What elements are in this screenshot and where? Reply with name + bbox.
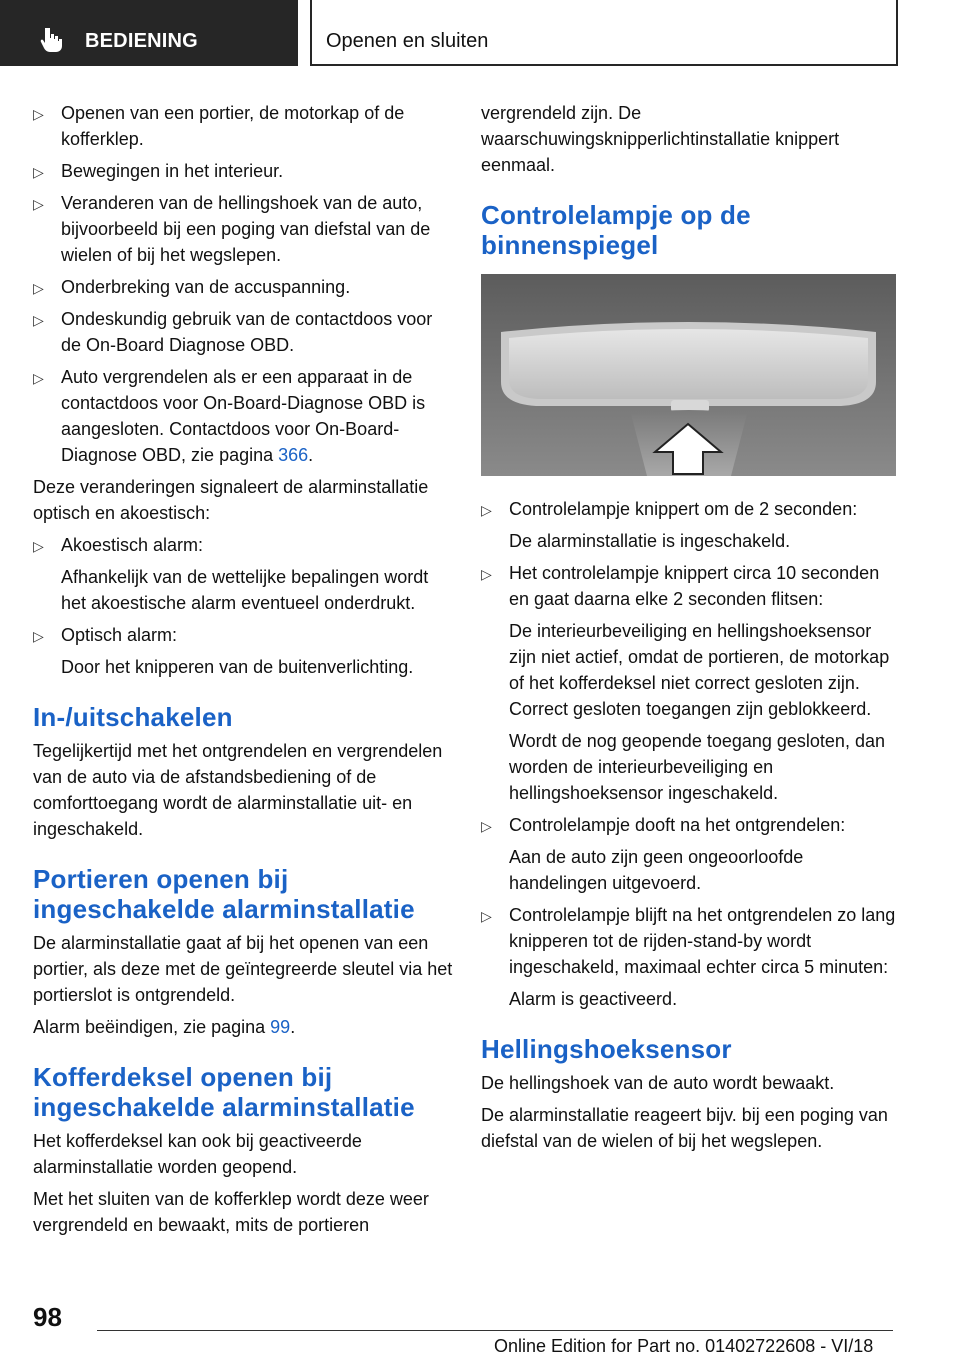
list-item: ▷ Controlelampje knippert om de 2 seconden: De alarminstallatie is ingeschakeld. [481,499,858,551]
triangle-bullet-icon: ▷ [33,538,44,554]
page-link-99[interactable]: 99 [270,1017,291,1037]
heading-hellingshoeksensor: Hellingshoeksensor [481,1034,732,1064]
page-header [0,0,960,66]
list-item: ▷ Openen van een portier, de motorkap of de kofferklep. [33,103,405,149]
paragraph: Tegelijkertijd met het ontgrendelen en vergrendelen van de auto via de afstandsbediening of de comforttoegang wordt de alarminstallatie uit- en ingeschakeld. [33,741,443,839]
triangle-bullet-icon: ▷ [481,566,492,582]
triangle-bullet-icon: ▷ [481,502,492,518]
section-label: BEDIENING [85,30,198,52]
paragraph: De hellingshoek van de auto wordt bewaakt. [481,1073,835,1093]
triangle-bullet-icon: ▷ [33,312,44,328]
list-item: ▷ Controlelampje blijft na het ontgrendelen zo lang knipperen tot de rijden-stand-by wordt ingeschakeld, maximaal echter circa 5 minuten: Alarm is geactiveerd. [481,905,896,1009]
triangle-bullet-icon: ▷ [33,370,44,386]
section-tab[interactable] [0,0,298,66]
list-item: ▷ Onderbreking van de accuspanning. [33,274,453,300]
triangle-bullet-icon: ▷ [33,628,44,644]
list-item: ▷ Akoestisch alarm: Afhankelijk van de wettelijke bepalingen wordt het akoestische alarm eventueel onderdrukt. [33,535,429,613]
page-link-366[interactable]: 366 [278,445,309,465]
list-item: ▷ Controlelampje dooft na het ontgrendelen: Aan de auto zijn geen ongeoorloofde handelingen uitgevoerd. [481,815,846,893]
heading-controlelampje: Controlelampje op de binnenspiegel [481,200,751,260]
paragraph: De alarminstallatie gaat af bij het openen van een portier, als deze met de geïntegreerde sleutel via het portierslot is ontgrendeld. [33,933,453,1005]
paragraph: De alarminstallatie reageert bijv. bij een poging van diefstal van de wielen of bij het wegslepen. [481,1105,888,1151]
list-item: ▷ Bewegingen in het interieur. [33,158,453,184]
paragraph: Met het sluiten van de kofferklep wordt deze weer vergrendeld en bewaakt, mits de portieren [33,1189,429,1235]
list-item: ▷ Auto vergrendelen als er een apparaat in de contactdoos voor On-Board-Diagnose OBD is aangesloten. Contactdoos voor On-Board-Diagnose OBD, zie pagina 366. [33,367,426,465]
heading-portieren: Portieren openen bij ingeschakelde alarminstallatie [33,864,415,924]
chapter-label: Openen en sluiten [326,30,489,52]
footer-divider [97,1330,893,1331]
hand-pointer-icon [38,26,64,52]
heading-inuitschakelen: In-/uitschakelen [33,702,233,732]
list-item: ▷ Optisch alarm: Door het knipperen van de buitenverlichting. [33,625,414,677]
alarm-type-list [33,532,453,680]
paragraph: vergrendeld zijn. De waarschuwingsknipperlichtinstallatie knippert eenmaal. [481,103,840,175]
list-item: ▷ Ondeskundig gebruik van de contactdoos voor de On-Board Diagnose OBD. [33,309,433,355]
list-item: ▷ Het controlelampje knippert circa 10 seconden en gaat daarna elke 2 seconden flitsen: De interieurbeveiliging en hellingshoeksensor zijn niet actief, omdat de portieren, de motorkap of het kofferdeksel niet correct gesloten zijn. Correct gesloten toegangen zijn geblokkeerd. Wordt de nog geopende toegang gesloten, dan worden de interieurbeveiliging en hellingshoeksensor ingeschakeld. [481,563,890,803]
paragraph: Deze veranderingen signaleert de alarminstallatie optisch en akoestisch: [33,477,429,523]
paragraph: Alarm beëindigen, zie pagina 99. [33,1017,296,1037]
triangle-bullet-icon: ▷ [33,196,44,212]
triangle-bullet-icon: ▷ [33,164,44,180]
list-item: ▷ Veranderen van de hellingshoek van de auto, bijvoorbeeld bij een poging van diefstal van de wielen of bij het wegslepen. [33,193,431,265]
triangle-bullet-icon: ▷ [33,106,44,122]
triangle-bullet-icon: ▷ [33,280,44,296]
footer-edition: Online Edition for Part no. 01402722608 - VI/18 [494,1336,874,1356]
paragraph: Het kofferdeksel kan ook bij geactiveerde alarminstallatie worden geopend. [33,1131,362,1177]
indicator-list [481,496,896,1012]
right-column [481,100,896,1160]
trigger-list [33,100,453,468]
triangle-bullet-icon: ▷ [481,818,492,834]
chapter-tab[interactable] [310,0,898,66]
triangle-bullet-icon: ▷ [481,908,492,924]
heading-kofferdeksel: Kofferdeksel openen bij ingeschakelde alarminstallatie [33,1062,415,1122]
rearview-mirror-image [481,274,896,476]
page-number: 98 [33,1302,62,1332]
left-column [33,100,453,1244]
